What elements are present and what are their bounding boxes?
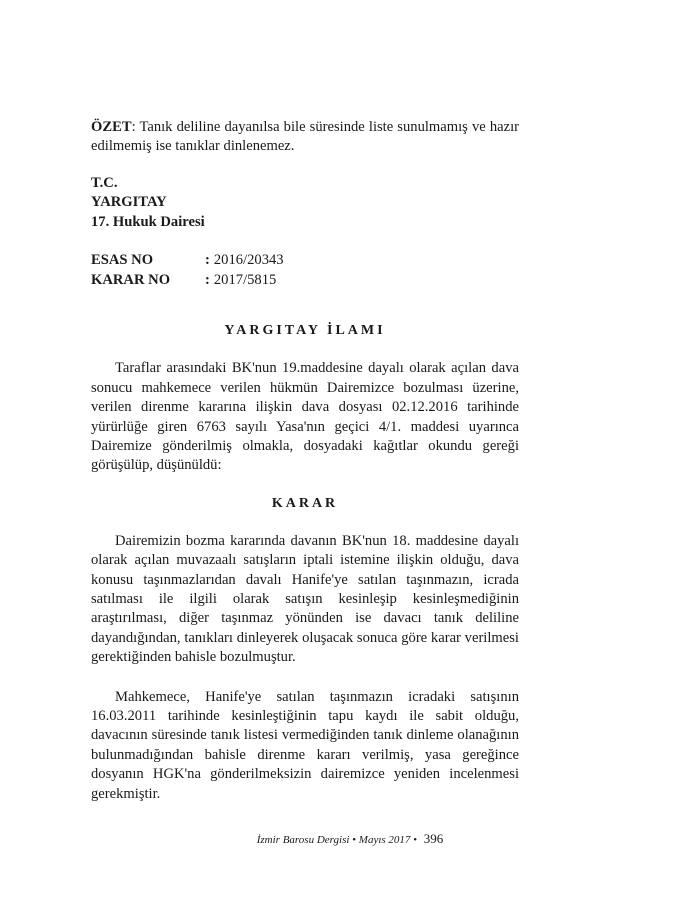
karar-paragraph-1: Dairemizin bozma kararında davanın BK'nun 18. maddesine dayalı olarak açılan muvazaalı satışların iptali istemine ilişkin olduğu, dava konusu taşınmazlarıdan davalı Hanife'ye satılan taşınmazın, icrada satılması ile ilgili olarak satışın kesinleşip kesinleşmediğinin araştırılması, diğer taşınmaz yönünden ise davacı tanık deliline dayandığından, tanıkları dinleyerek oluşacak sonuca göre karar verilmesi gerektiğinden bahisle bozulmuştur.	[91, 532, 519, 666]
journal-name: İzmir Barosu Dergisi • Mayıs 2017 •	[256, 834, 418, 846]
karar-label: KARAR NO	[91, 271, 171, 288]
page-number: 396	[423, 831, 444, 846]
court-name: YARGITAY	[91, 194, 167, 211]
document-page	[91, 118, 519, 804]
esas-separator: :	[205, 252, 210, 269]
esas-label: ESAS NO	[91, 252, 154, 269]
summary-paragraph	[91, 118, 519, 157]
esas-row	[91, 251, 519, 271]
karar-title: KARAR	[271, 495, 339, 511]
case-numbers	[91, 251, 519, 290]
page-footer	[0, 831, 700, 847]
court-country: T.C.	[91, 174, 118, 191]
karar-paragraph-2: Mahkemece, Hanife'ye satılan taşınmazın icradaki satışının 16.03.2011 tarihinde kesinleştiğinin tapu kaydı ile sabit olduğu, davacının süresinde tanık listesi vermediğinden tanık dinleme olanağının bulunmadığından bahisle direnme kararı verilmiş, yasa gereğince dosyanın HGK'na gönderilmeksizin dairemizce yeniden incelenmesi gerekmiştir.	[91, 688, 519, 802]
esas-value: 2016/20343	[213, 252, 284, 269]
ilam-title: YARGITAY İLAMI	[224, 323, 386, 339]
karar-separator: :	[205, 271, 210, 288]
intro-paragraph: Taraflar arasındaki BK'nun 19.maddesine dayalı olarak açılan dava sonucu mahkemece verilen hükmün Dairemizce bozulması üzerine, verilen direnme kararına ilişkin dava dosyası 02.12.2016 tarihinde yürürlüğe giren 6763 sayılı Yasa'nın geçici 4/1. maddesi uyarınca Dairemize gönderilmiş olmakla, dosyadaki kağıtlar okundu gereği görüşülüp, düşünüldü:	[91, 360, 519, 474]
karar-value: 2017/5815	[213, 271, 277, 288]
summary-label: ÖZET	[91, 119, 132, 135]
court-header	[91, 174, 519, 233]
karar-row	[91, 271, 519, 291]
court-chamber: 17. Hukuk Dairesi	[91, 213, 205, 230]
summary-text: : Tanık deliline dayanılsa bile süresinde liste sunulmamış ve hazır edilmemiş ise tanıklar dinlenemez.	[91, 119, 519, 155]
